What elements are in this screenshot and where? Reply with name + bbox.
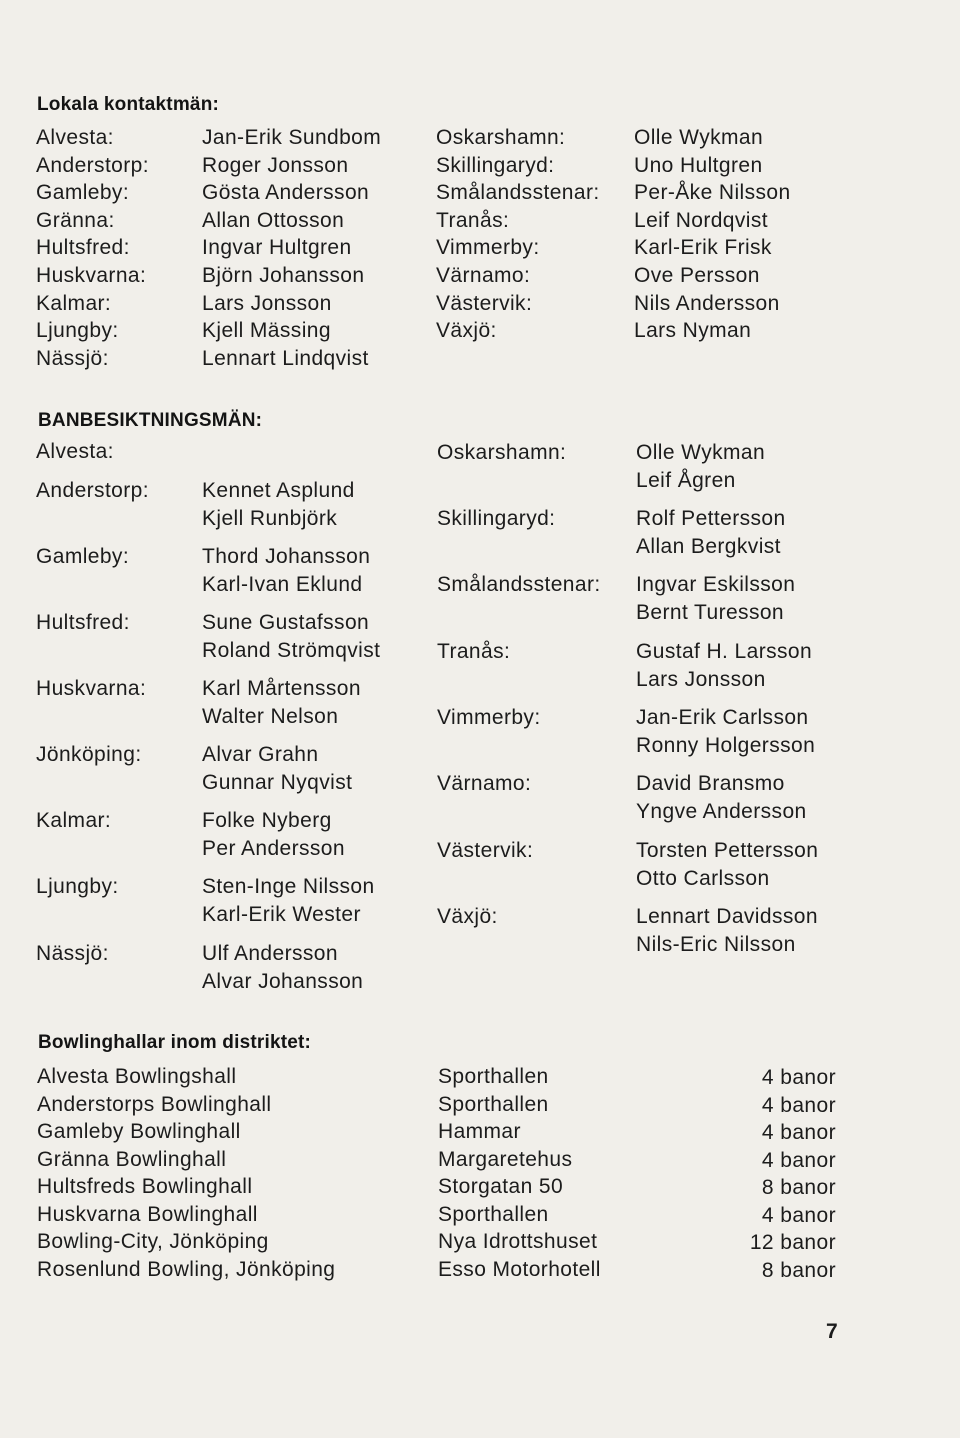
contact-place: Värnamo: <box>436 263 531 287</box>
local-contacts-heading: Lokala kontaktmän: <box>37 94 220 115</box>
inspector-place: Vimmerby: <box>437 706 541 729</box>
inspector-names <box>202 940 363 996</box>
contact-name: Roger Jonsson <box>202 153 349 177</box>
bowling-venue: Storgatan 50 <box>438 1175 564 1198</box>
contact-name: Lars Nyman <box>634 319 752 343</box>
inspector-name: Lars Jonsson <box>636 668 766 691</box>
inspector-place: Kalmar: <box>36 809 112 832</box>
inspector-names <box>202 873 375 929</box>
inspector-name: Walter Nelson <box>202 705 339 728</box>
page-number: 7 <box>826 1320 838 1343</box>
contact-place: Oskarshamn: <box>436 126 566 149</box>
inspector-place: Oskarshamn: <box>437 441 567 464</box>
lane-unit: banor <box>780 1231 836 1254</box>
inspector-place: Skillingaryd: <box>437 507 556 530</box>
bowling-lanes-row <box>746 1092 836 1120</box>
inspector-names <box>202 609 380 665</box>
bowling-venue: Margaretehus <box>438 1147 573 1171</box>
bowling-venue: Esso Motorhotell <box>438 1257 601 1281</box>
lane-unit: banor <box>780 1093 836 1117</box>
contact-name: Karl-Erik Frisk <box>634 236 772 260</box>
contact-place: Nässjö: <box>36 346 109 370</box>
bowling-venue: Sporthallen <box>438 1202 549 1226</box>
inspector-names <box>202 807 345 863</box>
contact-place: Tranås: <box>436 208 510 232</box>
bowling-lanes-row <box>746 1119 836 1147</box>
inspector-name: Sten-Inge Nilsson <box>202 875 375 898</box>
bowling-lanes-row <box>746 1202 836 1230</box>
inspector-place: Gamleby: <box>36 545 130 568</box>
contact-name: Gösta Andersson <box>202 181 370 205</box>
inspector-names <box>636 770 807 826</box>
bowling-hall-name: Hultsfreds Bowlinghall <box>37 1175 253 1198</box>
bowling-hall-name: Anderstorps Bowlinghall <box>37 1092 272 1116</box>
bowling-hall-name: Rosenlund Bowling, Jönköping <box>37 1257 336 1281</box>
inspector-names <box>202 477 355 533</box>
contact-place: Kalmar: <box>36 291 112 315</box>
inspector-place: Växjö: <box>437 905 498 928</box>
bowling-hall-name: Gränna Bowlinghall <box>37 1147 227 1171</box>
lane-unit: banor <box>780 1203 836 1227</box>
contact-name: Olle Wykman <box>634 126 764 149</box>
contact-name: Nils Andersson <box>634 291 780 315</box>
contact-name: Lars Jonsson <box>202 291 332 315</box>
local-contacts-left-places <box>36 124 149 372</box>
inspector-name: Karl-Erik Wester <box>202 903 361 926</box>
contact-name: Jan-Erik Sundbom <box>202 126 382 149</box>
contact-place: Vimmerby: <box>436 236 540 260</box>
lane-count: 8 <box>761 1258 774 1282</box>
inspector-name: Per Andersson <box>202 837 345 860</box>
bowling-venue: Sporthallen <box>438 1092 549 1116</box>
contact-name: Leif Nordqvist <box>634 208 768 232</box>
lane-unit: banor <box>780 1066 836 1089</box>
inspector-place: Värnamo: <box>437 772 532 795</box>
contact-place: Ljungby: <box>36 319 119 343</box>
inspector-name: Sune Gustafsson <box>202 611 370 634</box>
bowling-hall-name: Bowling-City, Jönköping <box>37 1230 269 1253</box>
contact-place: Gamleby: <box>36 181 130 205</box>
lane-count: 12 <box>749 1231 774 1254</box>
inspector-name: Thord Johansson <box>202 545 371 568</box>
inspector-names <box>202 543 370 599</box>
contact-name: Uno Hultgren <box>634 153 763 177</box>
inspector-names <box>636 837 818 893</box>
local-contacts-right-places <box>436 124 600 345</box>
inspector-name: Allan Bergkvist <box>636 535 781 558</box>
contact-place: Hultsfred: <box>36 236 130 260</box>
inspector-name: Olle Wykman <box>636 441 766 464</box>
bowling-venue: Sporthallen <box>438 1065 549 1088</box>
inspector-name: Jan-Erik Carlsson <box>636 706 809 729</box>
inspector-name: Lennart Davidsson <box>636 905 818 928</box>
inspector-name: Kjell Runbjörk <box>202 507 338 530</box>
inspector-name: Torsten Pettersson <box>636 839 819 862</box>
inspector-name: Leif Ågren <box>636 469 736 492</box>
bowling-venue: Nya Idrottshuset <box>438 1230 598 1253</box>
contact-name: Ingvar Hultgren <box>202 236 352 260</box>
inspector-name: Bernt Turesson <box>636 601 785 624</box>
inspector-place: Tranås: <box>437 640 511 663</box>
bowling-venue: Hammar <box>438 1120 521 1143</box>
lane-unit: banor <box>780 1148 836 1172</box>
inspector-names <box>636 903 818 959</box>
lane-count: 4 <box>761 1093 774 1117</box>
lane-count: 4 <box>761 1203 774 1227</box>
contact-place: Smålandsstenar: <box>436 181 600 205</box>
local-contacts-right-names <box>634 124 791 345</box>
lane-count: 8 <box>761 1176 774 1199</box>
inspector-place: Anderstorp: <box>36 479 149 502</box>
inspector-name: Karl Mårtensson <box>202 677 361 700</box>
bowling-venues <box>438 1063 601 1283</box>
contact-place: Västervik: <box>436 291 533 315</box>
contact-place: Anderstorp: <box>36 153 149 177</box>
contact-name: Lennart Lindqvist <box>202 346 369 370</box>
bowling-lanes-row <box>746 1229 836 1257</box>
bowling-hall-name: Huskvarna Bowlinghall <box>37 1202 258 1226</box>
inspector-name: Kennet Asplund <box>202 479 355 502</box>
contact-place: Huskvarna: <box>36 263 147 287</box>
lane-unit: banor <box>780 1258 836 1282</box>
inspector-place: Huskvarna: <box>36 677 147 700</box>
inspector-place: Hultsfred: <box>36 611 130 634</box>
contact-place: Gränna: <box>36 208 115 232</box>
bowling-lanes-row <box>746 1174 836 1202</box>
contact-place: Skillingaryd: <box>436 153 555 177</box>
contact-name: Björn Johansson <box>202 263 365 287</box>
bowling-lanes-row <box>746 1257 836 1285</box>
inspector-name: Karl-Ivan Eklund <box>202 573 363 596</box>
inspector-name: Alvar Johansson <box>202 970 364 993</box>
inspector-name: Ingvar Eskilsson <box>636 573 796 596</box>
inspector-name: Otto Carlsson <box>636 867 770 890</box>
inspector-names <box>202 675 361 731</box>
contact-name: Ove Persson <box>634 263 760 287</box>
inspector-name: Yngve Andersson <box>636 800 807 823</box>
bowling-hall-name: Alvesta Bowlingshall <box>37 1065 237 1088</box>
local-contacts-left-names <box>202 124 381 372</box>
bowling-lanes <box>746 1064 836 1284</box>
inspector-names <box>636 704 815 760</box>
inspector-place: Alvesta: <box>36 440 114 463</box>
inspector-names <box>636 439 765 495</box>
inspector-names <box>636 505 786 561</box>
inspector-name: Gunnar Nyqvist <box>202 771 353 794</box>
contact-name: Per-Åke Nilsson <box>634 181 791 205</box>
inspectors-heading: BANBESIKTNINGSMÄN: <box>38 410 263 431</box>
inspector-name: David Bransmo <box>636 772 785 795</box>
inspector-name: Folke Nyberg <box>202 809 332 832</box>
bowling-hall-name: Gamleby Bowlinghall <box>37 1120 241 1143</box>
inspector-name: Rolf Pettersson <box>636 507 786 530</box>
lane-count: 4 <box>761 1121 774 1144</box>
inspector-names <box>636 571 795 627</box>
inspector-name: Gustaf H. Larsson <box>636 640 813 663</box>
inspector-name: Alvar Grahn <box>202 743 319 766</box>
bowling-hall-names <box>37 1063 335 1283</box>
inspector-name: Ronny Holgersson <box>636 734 816 757</box>
lane-unit: banor <box>780 1176 836 1199</box>
inspector-place: Jönköping: <box>36 743 142 766</box>
inspector-place: Västervik: <box>437 839 534 862</box>
inspector-name: Nils-Eric Nilsson <box>636 933 796 956</box>
lane-count: 4 <box>761 1066 774 1089</box>
inspector-name: Roland Strömqvist <box>202 639 381 662</box>
lane-unit: banor <box>780 1121 836 1144</box>
inspector-name: Ulf Andersson <box>202 942 338 965</box>
bowling-lanes-row <box>746 1064 836 1092</box>
inspector-place: Smålandsstenar: <box>437 573 601 596</box>
bowling-lanes-row <box>746 1147 836 1175</box>
inspector-place: Ljungby: <box>36 875 119 898</box>
contact-name: Allan Ottosson <box>202 208 345 232</box>
inspector-place: Nässjö: <box>36 942 109 965</box>
contact-place: Alvesta: <box>36 126 114 149</box>
inspector-names <box>202 741 352 797</box>
bowling-heading: Bowlinghallar inom distriktet: <box>38 1032 312 1053</box>
inspector-names <box>636 638 812 694</box>
contact-place: Växjö: <box>436 319 497 343</box>
lane-count: 4 <box>761 1148 774 1172</box>
contact-name: Kjell Mässing <box>202 319 331 343</box>
